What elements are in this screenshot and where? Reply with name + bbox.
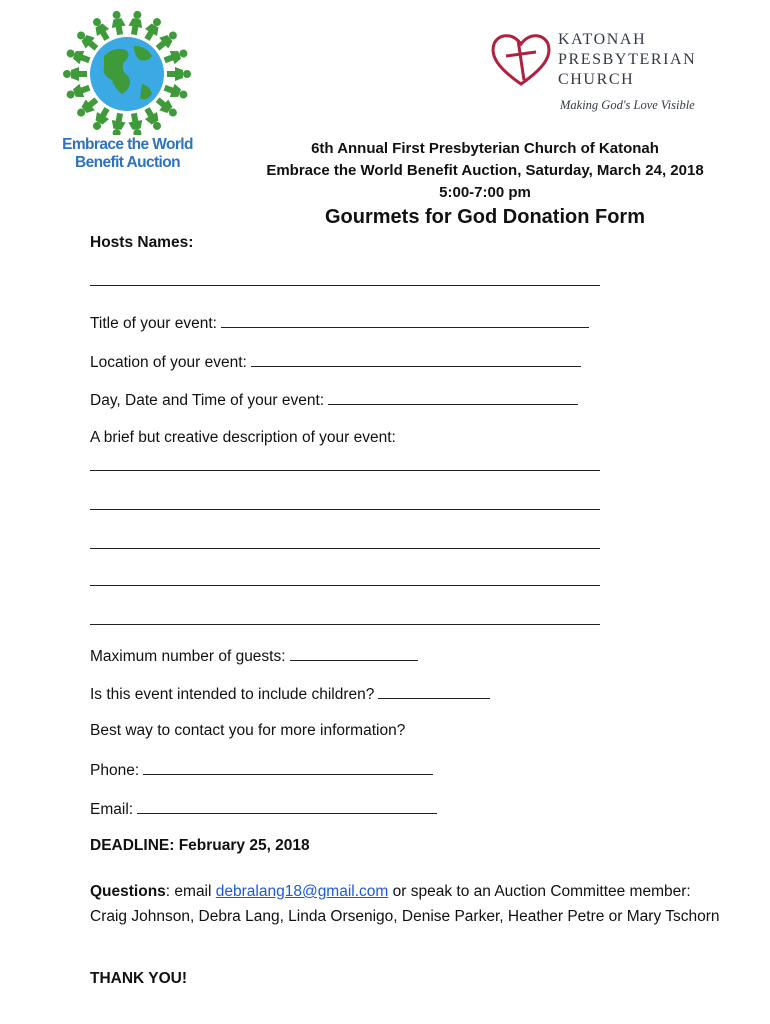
embrace-the-world-logo [60, 10, 195, 180]
questions-text-1: : email [165, 883, 216, 900]
church-name-line2: PRESBYTERIAN [558, 51, 697, 68]
thank-you-text: THANK YOU! [90, 970, 188, 987]
church-name-line1: KATONAH [558, 31, 647, 48]
children-row [90, 684, 490, 704]
person-figure-icon [64, 81, 91, 102]
header-line2: Embrace the World Benefit Auction, Saturday, March 24, 2018 [266, 162, 704, 179]
person-figure-icon [109, 10, 127, 36]
description-line-3[interactable] [90, 548, 600, 549]
church-name-line3: CHURCH [558, 71, 635, 88]
email-field[interactable] [137, 799, 437, 814]
header-line3: 5:00-7:00 pm [439, 184, 531, 201]
max-guests-field[interactable] [290, 646, 418, 661]
phone-field[interactable] [143, 760, 433, 775]
hosts-names-label: Hosts Names: [90, 234, 194, 251]
max-guests-row [90, 646, 418, 666]
children-label: Is this event intended to include children? [90, 686, 375, 703]
event-datetime-row [90, 390, 578, 410]
person-figure-icon [127, 112, 145, 135]
children-field[interactable] [378, 684, 490, 699]
person-figure-icon [167, 67, 191, 81]
event-location-field[interactable] [251, 352, 581, 367]
event-location-row [90, 352, 581, 372]
event-title-field[interactable] [221, 313, 589, 328]
questions-text-2: or speak to an Auction Committee member: Craig Johnson, Debra Lang, Linda Orsenigo, Denise Parker, Heather Petre or Mary Tschorn [90, 883, 720, 925]
heart-cross-icon [488, 30, 554, 90]
hosts-names-line[interactable] [90, 285, 600, 286]
person-figure-icon [64, 46, 91, 67]
katonah-church-logo [488, 28, 728, 118]
contact-label: Best way to contact you for more information? [90, 722, 406, 739]
globe-people-icon [60, 10, 195, 135]
event-title-label: Title of your event: [90, 315, 217, 332]
phone-row [90, 760, 433, 780]
description-line-4[interactable] [90, 585, 600, 586]
description-line-5[interactable] [90, 624, 600, 625]
description-line-1[interactable] [90, 470, 600, 471]
event-datetime-field[interactable] [328, 390, 578, 405]
questions-paragraph [90, 879, 730, 929]
event-location-label: Location of your event: [90, 354, 247, 371]
email-label: Email: [90, 801, 134, 818]
church-tagline: Making God's Love Visible [560, 98, 695, 112]
phone-label: Phone: [90, 762, 140, 779]
questions-label: Questions [90, 883, 166, 900]
max-guests-label: Maximum number of guests: [90, 648, 286, 665]
deadline-text: DEADLINE: February 25, 2018 [90, 837, 310, 854]
person-figure-icon [162, 81, 189, 102]
person-figure-icon [109, 112, 127, 135]
description-line-2[interactable] [90, 509, 600, 510]
person-figure-icon [127, 10, 145, 36]
email-row [90, 799, 437, 819]
header-line1: 6th Annual First Presbyterian Church of Katonah [311, 140, 659, 157]
event-description-label: A brief but creative description of your event: [90, 429, 396, 446]
person-figure-icon [63, 67, 87, 81]
event-datetime-label: Day, Date and Time of your event: [90, 392, 325, 409]
email-link[interactable]: debralang18@gmail.com [215, 883, 389, 900]
form-title: Gourmets for God Donation Form [325, 206, 645, 228]
logo-caption-line2: Benefit Auction [75, 154, 180, 171]
logo-caption-line1: Embrace the World [62, 136, 193, 153]
event-title-row [90, 313, 589, 333]
person-figure-icon [162, 46, 189, 67]
